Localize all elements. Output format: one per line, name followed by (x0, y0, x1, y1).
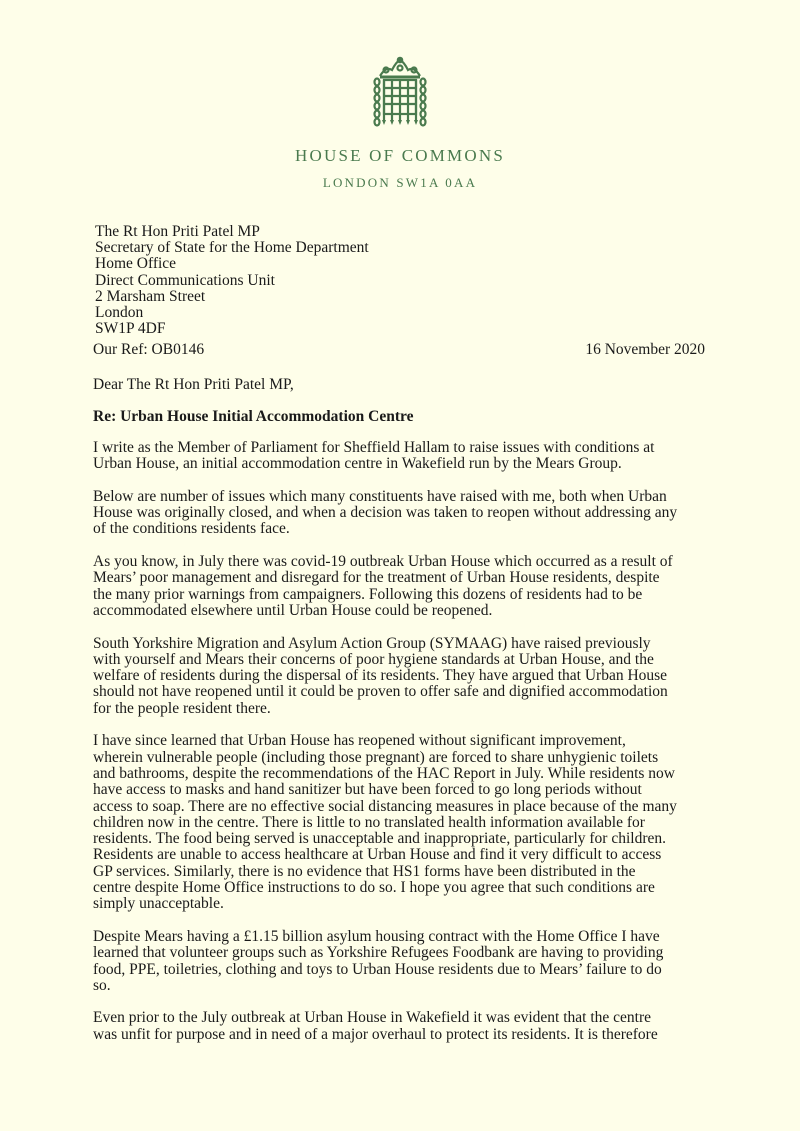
paragraph-line: wherein vulnerable people (including those pregnant) are forced to share unhygienic toilets (93, 748, 659, 766)
paragraph-line: children now in the centre. There is little to no translated health information available for (93, 813, 645, 831)
paragraph-line: for the people resident there. (93, 699, 271, 717)
paragraph-line: should not have reopened until it could be proven to offer safe and dignified accommodation (93, 683, 668, 701)
body-paragraph (93, 733, 707, 912)
paragraph-line: centre despite Home Office instructions to do so. I hope you agree that such conditions are (93, 879, 655, 897)
reference-number: Our Ref: OB0146 (93, 341, 205, 358)
body-paragraph (93, 440, 707, 473)
recipient-line: Direct Communications Unit (95, 271, 275, 289)
paragraph-line: of the conditions residents face. (93, 520, 290, 538)
paragraph-line: Residents are unable to access healthcare at Urban House and find it very difficult to access (93, 846, 662, 864)
letter-date: 16 November 2020 (585, 341, 705, 358)
paragraph-line: Even prior to the July outbreak at Urban House in Wakefield it was evident that the centre (93, 1009, 652, 1027)
paragraph-line: food, PPE, toiletries, clothing and toys to Urban House residents due to Mears’ failure to do (93, 960, 662, 978)
paragraph-line: Despite Mears having a £1.15 billion asylum housing contract with the Home Office I have (93, 927, 660, 945)
salutation: Dear The Rt Hon Priti Patel MP, (93, 376, 294, 393)
body-paragraph (93, 489, 707, 538)
institution-address: LONDON SW1A 0AA (322, 175, 478, 190)
recipient-line: 2 Marsham Street (95, 287, 206, 305)
paragraph-line: with yourself and Mears their concerns of poor hygiene standards at Urban House, and the (93, 650, 654, 668)
recipient-line: Secretary of State for the Home Department (95, 239, 369, 257)
recipient-line: SW1P 4DF (95, 320, 166, 338)
paragraph-line: learned that volunteer groups such as Yorkshire Refugees Foodbank are having to providing (93, 944, 664, 962)
institution-name: HOUSE OF COMMONS (295, 146, 505, 165)
paragraph-line: GP services. Similarly, there is no evidence that HS1 forms have been distributed in the (93, 862, 636, 880)
paragraph-line: South Yorkshire Migration and Asylum Action Group (SYMAAG) have raised previously (93, 634, 651, 652)
paragraph-line: simply unacceptable. (93, 895, 224, 913)
paragraph-line: Mears’ poor management and disregard for the treatment of Urban House residents, despite (93, 569, 660, 587)
paragraph-line: Below are number of issues which many constituents have raised with me, both when Urban (93, 487, 667, 505)
paragraph-line: and bathrooms, despite the recommendations of the HAC Report in July. While residents now (93, 764, 675, 782)
paragraph-line: residents. The food being served is unacceptable and inappropriate, particularly for children. (93, 830, 667, 848)
paragraph-line: accommodated elsewhere until Urban House could be reopened. (93, 601, 493, 619)
paragraph-line: I write as the Member of Parliament for Sheffield Hallam to raise issues with conditions at (93, 439, 655, 456)
body-paragraph (93, 554, 707, 619)
letter-body (93, 440, 707, 1059)
subject-line: Re: Urban House Initial Accommodation Centre (93, 408, 414, 425)
recipient-address (95, 224, 369, 337)
body-paragraph (93, 929, 707, 994)
paragraph-line: the many prior warnings from campaigners. Following this dozens of residents had to be (93, 585, 643, 603)
recipient-line: Home Office (95, 255, 177, 273)
recipient-line: The Rt Hon Priti Patel MP (95, 223, 260, 240)
body-paragraph (93, 1010, 707, 1043)
portcullis-crest-icon (372, 56, 428, 136)
paragraph-line: As you know, in July there was covid-19 outbreak Urban House which occurred as a result of (93, 553, 673, 571)
paragraph-line: access to soap. There are no effective social distancing measures in place because of the many (93, 797, 677, 815)
paragraph-line: welfare of residents during the dispersal of its residents. They have argued that Urban House (93, 667, 668, 685)
paragraph-line: I have since learned that Urban House has reopened without significant improvement, (93, 732, 626, 750)
body-paragraph (93, 636, 707, 717)
recipient-line: London (95, 304, 144, 322)
paragraph-line: was unfit for purpose and in need of a major overhaul to protect its residents. It is therefore (93, 1025, 658, 1043)
paragraph-line: House was originally closed, and when a decision was taken to reopen without addressing any (93, 504, 678, 522)
reference-row (93, 341, 705, 359)
paragraph-line: Urban House, an initial accommodation centre in Wakefield run by the Mears Group. (93, 455, 622, 473)
paragraph-line: so. (93, 976, 111, 994)
paragraph-line: have access to masks and hand sanitizer but have been forced to go long periods without (93, 781, 642, 799)
